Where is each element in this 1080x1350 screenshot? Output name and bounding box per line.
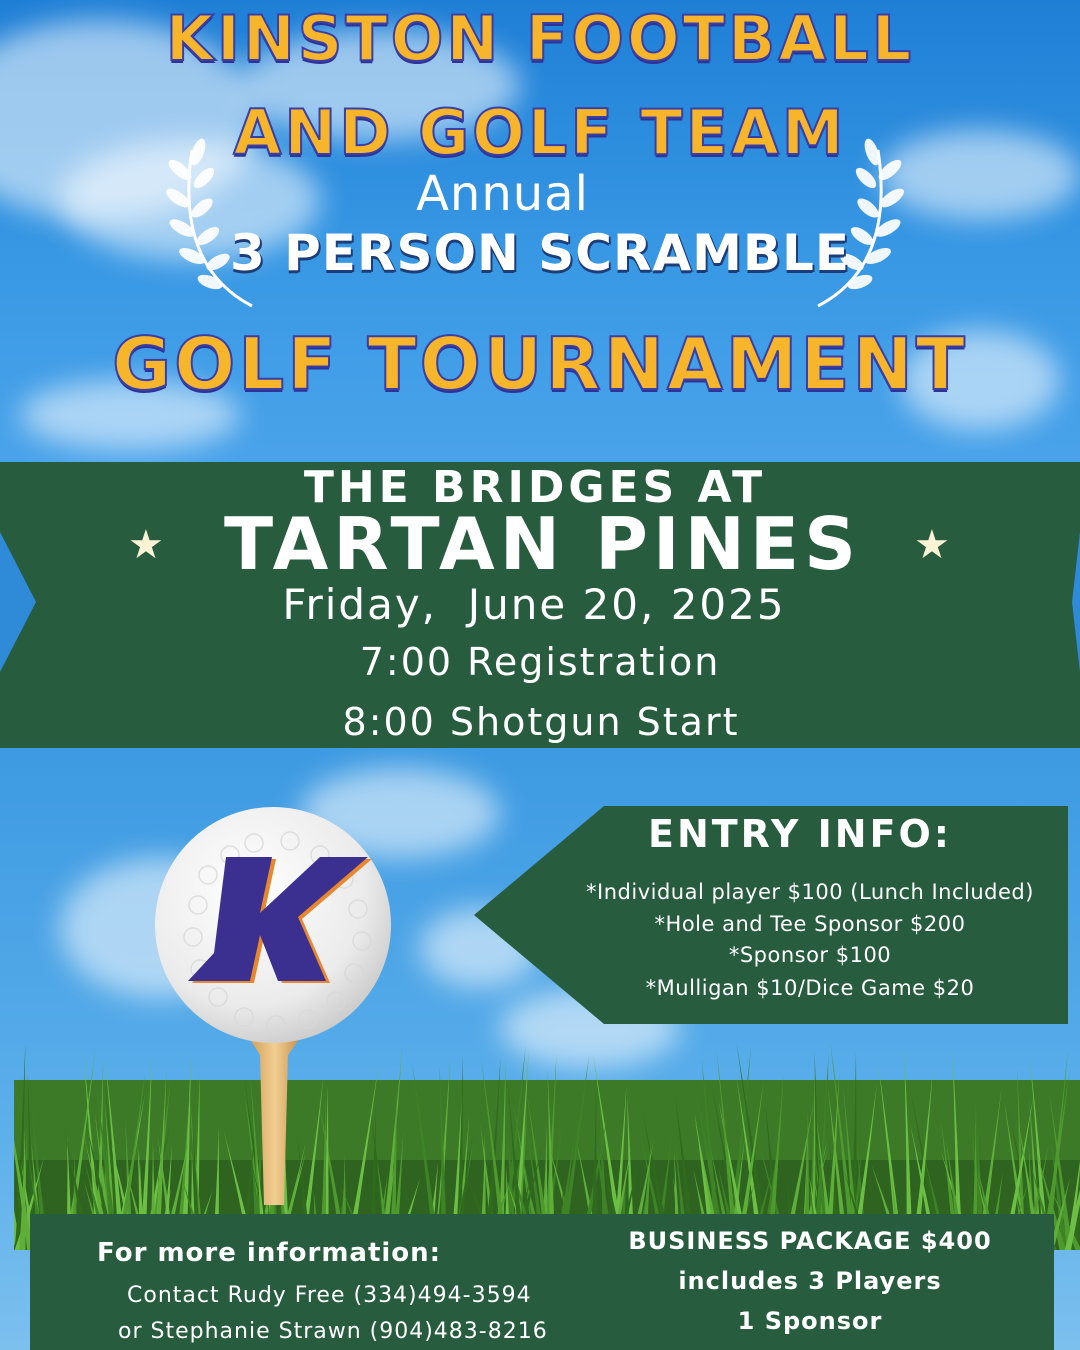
entry-item-sponsor: *Sponsor $100 bbox=[728, 943, 892, 967]
star-icon: ★ bbox=[914, 522, 950, 568]
shotgun-start-time: 8:00 Shotgun Start bbox=[342, 700, 740, 744]
venue-name: TARTAN PINES bbox=[224, 502, 861, 586]
scramble-label: 3 PERSON SCRAMBLE bbox=[229, 224, 851, 282]
entry-item-individual: *Individual player $100 (Lunch Included) bbox=[586, 880, 1034, 904]
annual-label: Annual bbox=[416, 166, 589, 222]
entry-item-mulligan: *Mulligan $10/Dice Game $20 bbox=[645, 976, 975, 1000]
business-package-title: BUSINESS PACKAGE $400 bbox=[628, 1227, 992, 1255]
event-date: Friday, June 20, 2025 bbox=[282, 580, 786, 629]
golf-ball-logo-image bbox=[148, 805, 398, 1205]
registration-time: 7:00 Registration bbox=[359, 640, 721, 684]
title-line-1: KINSTON FOOTBALL bbox=[165, 2, 915, 75]
business-package-sponsor: 1 Sponsor bbox=[737, 1307, 883, 1335]
tournament-title: GOLF TOURNAMENT bbox=[112, 322, 968, 406]
title-line-2: AND GOLF TEAM bbox=[233, 96, 847, 169]
star-icon: ★ bbox=[128, 522, 164, 568]
venue-line-1: THE BRIDGES AT bbox=[303, 462, 767, 513]
more-info-heading: For more information: bbox=[97, 1238, 442, 1268]
business-package-players: includes 3 Players bbox=[678, 1267, 942, 1295]
entry-item-hole-sponsor: *Hole and Tee Sponsor $200 bbox=[654, 912, 966, 936]
contact-line-2: or Stephanie Strawn (904)483-8216 bbox=[118, 1319, 548, 1344]
contact-line-1: Contact Rudy Free (334)494-3594 bbox=[127, 1283, 532, 1308]
entry-info-title: ENTRY INFO: bbox=[647, 812, 952, 856]
